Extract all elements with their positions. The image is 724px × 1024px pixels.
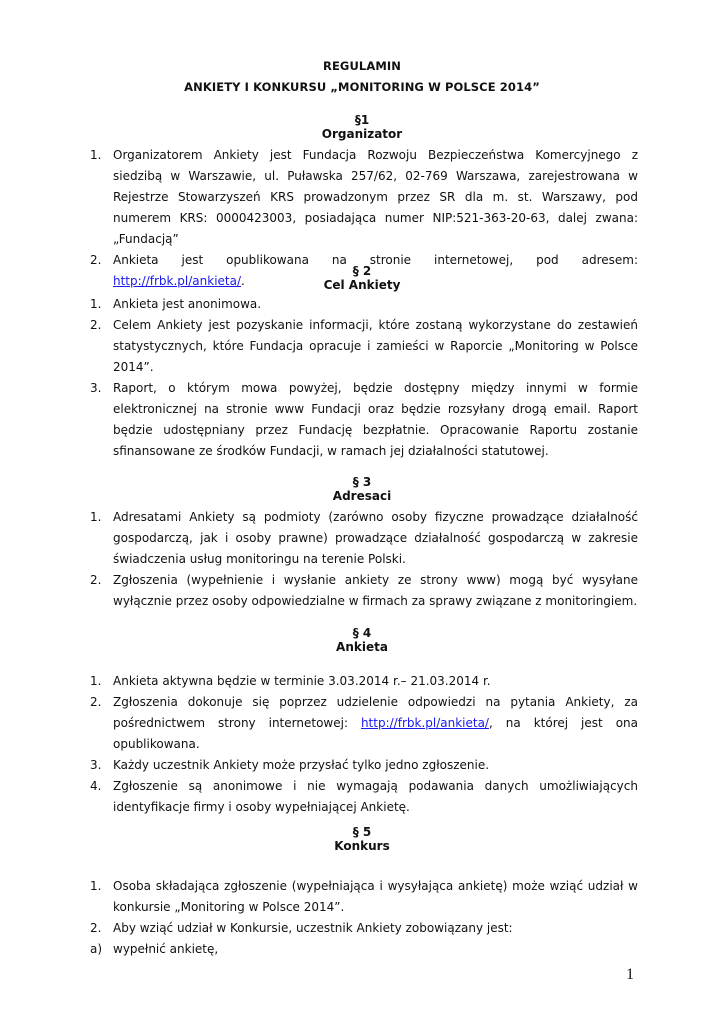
- list-item: [90, 939, 638, 960]
- list-number: 3.: [90, 381, 102, 395]
- list-item-text: Ankieta jest opublikowana na stronie internetowej, pod adresem:: [113, 253, 638, 267]
- section-3-list: [90, 507, 638, 612]
- document-subtitle: ANKIETY I KONKURSU „MONITORING W POLSCE 2014”: [184, 80, 540, 94]
- list-item-text: Zgłoszenia (wypełnienie i wysłanie ankiety ze strony www) mogą być wysyłane wyłącznie przez osoby odpowiedzialne w firmach za sprawy związane z monitoringiem.: [113, 573, 638, 608]
- list-item: [90, 918, 638, 939]
- list-number: 2.: [90, 253, 102, 267]
- list-item-text: Ankieta jest anonimowa.: [113, 297, 262, 311]
- section-2-title: Cel Ankiety: [323, 278, 401, 292]
- section-5-title: Konkurs: [334, 839, 390, 853]
- ankieta-link[interactable]: http://frbk.pl/ankieta/: [360, 716, 489, 730]
- list-item-text-end: , na której jest ona opublikowana.: [113, 716, 638, 751]
- list-number: 2.: [90, 573, 102, 587]
- ankieta-link[interactable]: http://frbk.pl/ankieta/: [113, 274, 242, 288]
- list-number: 2.: [90, 695, 102, 709]
- list-item-text: Adresatami Ankiety są podmioty (zarówno osoby fizyczne prowadzące działalność gospodarczą, jak i osoby prawne) prowadzące działalność gospodarczą w zakresie świadczenia usług monitoringu na terenie Polski.: [113, 510, 638, 566]
- list-item-text: Organizatorem Ankiety jest Fundacja Rozwoju Bezpieczeństwa Komercyjnego z siedzibą w Warszawie, ul. Puławska 257/62, 02-769 Warszawa, zarejestrowana w Rejestrze Stowarzyszeń KRS prowadzonym przez SR dla m. st. Warszawy, pod numerem KRS: 0000423003, posiadająca numer NIP:521-363-20-63, dalej zwana: „Fundacją”: [113, 148, 638, 246]
- list-item-text: Każdy uczestnik Ankiety może przysłać tylko jedno zgłoszenie.: [113, 758, 490, 772]
- list-number: 1.: [90, 674, 102, 688]
- section-5-sign: § 5: [352, 825, 372, 839]
- list-item-text: Zgłoszenia dokonuje się poprzez udzielenie odpowiedzi na pytania Ankiety, za pośrednictwem strony internetowej:: [113, 695, 638, 730]
- list-item-text: Raport, o którym mowa powyżej, będzie dostępny między innymi w formie elektronicznej na stronie www Fundacji oraz będzie rozsyłany drogą email. Raport będzie udostępniany przez Fundację bezpłatnie. Opracowanie Raportu zostanie sfinansowane ze środków Fundacji, w ramach jej działalności statutowej.: [113, 381, 638, 458]
- list-number: 1.: [90, 297, 102, 311]
- section-4-title: Ankieta: [336, 640, 388, 654]
- list-item-text: Ankieta aktywna będzie w terminie 3.03.2014 r.– 21.03.2014 r.: [113, 674, 491, 688]
- list-number: 3.: [90, 758, 102, 772]
- section-4-sign: § 4: [352, 626, 372, 640]
- list-item-text: Zgłoszenie są anonimowe i nie wymagają podawania danych umożliwiających identyfikacje firmy i osoby wypełniającej Ankietę.: [113, 779, 638, 814]
- list-item: [90, 145, 638, 250]
- section-5-list: [90, 876, 638, 960]
- list-item-text: Aby wziąć udział w Konkursie, uczestnik Ankiety zobowiązany jest:: [113, 921, 513, 935]
- list-item: [90, 776, 638, 818]
- list-item-text: Osoba składająca zgłoszenie (wypełniająca i wysyłająca ankietę) może wziąć udział w konkursie „Monitoring w Polsce 2014”.: [113, 879, 638, 914]
- list-item-text: wypełnić ankietę,: [113, 942, 219, 956]
- list-item-text: Celem Ankiety jest pozyskanie informacji, które zostaną wykorzystane do zestawień statystycznych, które Fundacja opracuje i zamieści w Raporcie „Monitoring w Polsce 2014”.: [113, 318, 638, 374]
- list-number: 2.: [90, 921, 102, 935]
- list-number: 2.: [90, 318, 102, 332]
- document-title: REGULAMIN: [323, 59, 401, 73]
- list-number: 1.: [90, 148, 102, 162]
- list-item-text-end: .: [241, 274, 245, 288]
- list-item: [90, 876, 638, 918]
- list-item: [90, 378, 638, 462]
- section-3-sign: § 3: [352, 475, 372, 489]
- list-number: 1.: [90, 879, 102, 893]
- page-number: 1: [626, 966, 634, 983]
- section-1-title: Organizator: [321, 127, 403, 141]
- list-item: [90, 570, 638, 612]
- list-number: a): [90, 942, 103, 956]
- section-2-list: [90, 294, 638, 462]
- list-item: [90, 692, 638, 755]
- list-item: [90, 507, 638, 570]
- section-3-title: Adresaci: [332, 489, 392, 503]
- section-1-sign: §1: [354, 113, 370, 127]
- list-item: [90, 315, 638, 378]
- section-4-list: [90, 671, 638, 818]
- list-item: [90, 294, 638, 315]
- list-item: [90, 671, 638, 692]
- list-number: 4.: [90, 779, 102, 793]
- list-number: 1.: [90, 510, 102, 524]
- section-2-sign: § 2: [352, 264, 372, 278]
- list-item: [90, 755, 638, 776]
